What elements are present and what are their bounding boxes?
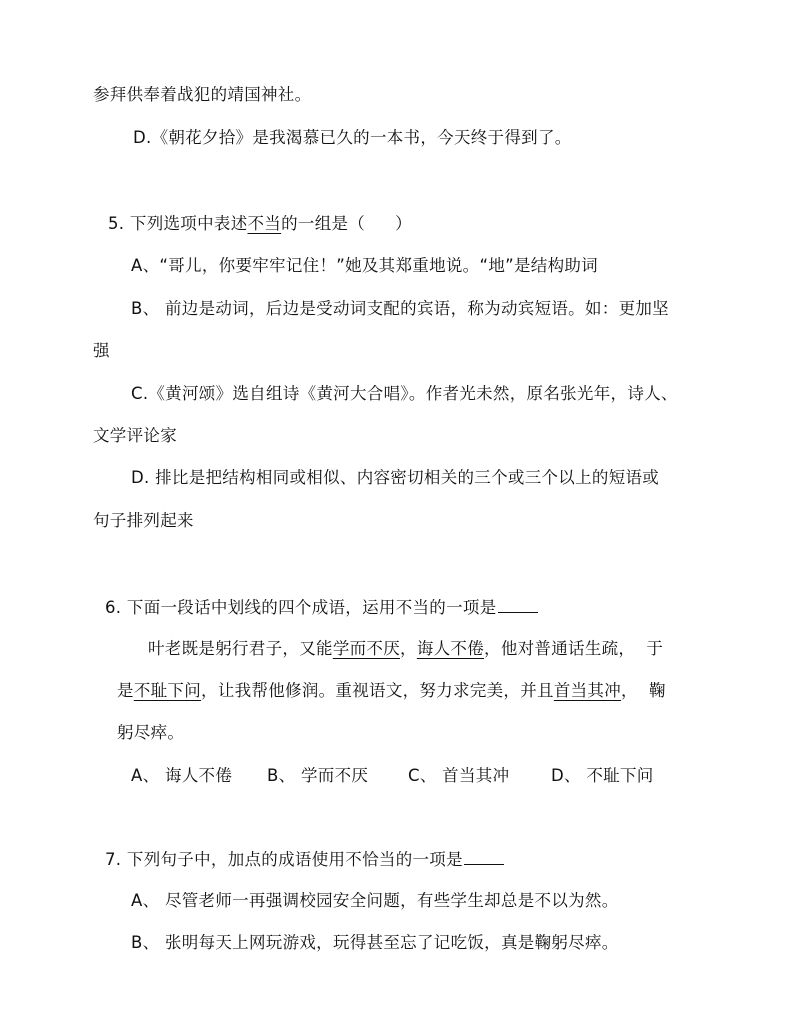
- prev-question-continuation: 参拜供奉着战犯的靖国神社。: [93, 85, 312, 104]
- q6-option-c: C、 首当其冲: [408, 766, 510, 785]
- q5-option-a: [131, 255, 598, 277]
- q6-option-a: A、 诲人不倦: [131, 766, 233, 785]
- question-number: 6.: [105, 598, 122, 617]
- underlined-idiom: 诲人不倦: [416, 639, 485, 658]
- question-stem-post: 的一组是（: [281, 214, 366, 233]
- q7-option-b: [131, 932, 619, 954]
- option-text: 《黄河颂》选自组诗《黄河大合唱》。作者光未然，原名张光年，诗人、: [148, 384, 678, 403]
- q6-option-d: D、 不耻下问: [551, 766, 654, 785]
- q5-option-d: [131, 467, 659, 489]
- question-stem-close: ）: [395, 214, 412, 233]
- q6-option-b: B、 学而不厌: [267, 766, 369, 785]
- option-label: A、: [131, 256, 160, 275]
- q5-option-b: [131, 298, 669, 320]
- q7-option-a: [131, 890, 619, 912]
- question-stem: 下面一段话中划线的四个成语，运用不当的一项是: [126, 598, 497, 617]
- q6-passage-line2: 是不耻下问，让我帮他修润。重视语文，努力求完美，并且首当其冲， 鞠: [117, 681, 666, 700]
- option-label: D.: [133, 128, 152, 147]
- answer-blank[interactable]: [498, 596, 538, 613]
- option-label: A、: [131, 891, 160, 910]
- q6-passage-line1: 叶老既是躬行君子，又能学而不厌，诲人不倦，他对普通话生疏， 于: [148, 639, 664, 658]
- q5-option-d-cont: 句子排列起来: [93, 511, 194, 530]
- q7-stem: [105, 848, 504, 871]
- underlined-idiom: 首当其冲: [553, 681, 622, 700]
- option-label: B、: [131, 299, 160, 318]
- underlined-idiom: 学而不厌: [332, 639, 401, 658]
- option-text: 排比是把结构相同或相似、内容密切相关的三个或三个以上的短语或: [155, 468, 660, 487]
- option-text: 前边是动词，后边是受动词支配的宾语，称为动宾短语。如：更加坚: [164, 299, 669, 318]
- prev-option-d: [133, 127, 572, 149]
- underlined-word: 不当: [247, 214, 282, 233]
- question-stem: 下列选项中表述: [129, 214, 248, 233]
- q6-options: [131, 765, 654, 787]
- option-text: 《朝花夕拾》是我渴慕已久的一本书，今天终于得到了。: [151, 128, 572, 147]
- question-stem: 下列句子中，加点的成语使用不恰当的一项是: [126, 850, 463, 869]
- option-text: 张明每天上网玩游戏，玩得甚至忘了记吃饭，真是鞠躬尽瘁。: [164, 933, 619, 952]
- q6-stem: [105, 596, 538, 619]
- answer-blank[interactable]: [464, 848, 504, 865]
- option-label: B、: [131, 933, 160, 952]
- q5-option-b-cont: 强: [93, 341, 110, 360]
- underlined-idiom: 不耻下问: [133, 681, 202, 700]
- option-text: “哥儿，你要牢牢记住！”她及其郑重地说。“地”是结构助词: [159, 256, 598, 275]
- q5-stem: [108, 213, 412, 235]
- q6-passage-line3: 躬尽瘁。: [117, 723, 185, 742]
- q5-option-c: [131, 383, 678, 405]
- option-label: D.: [131, 468, 150, 487]
- option-label: C.: [131, 384, 149, 403]
- question-number: 7.: [105, 850, 122, 869]
- question-number: 5.: [108, 214, 125, 233]
- q5-option-c-cont: 文学评论家: [93, 426, 177, 445]
- option-text: 尽管老师一再强调校园安全问题，有些学生却总是不以为然。: [164, 891, 619, 910]
